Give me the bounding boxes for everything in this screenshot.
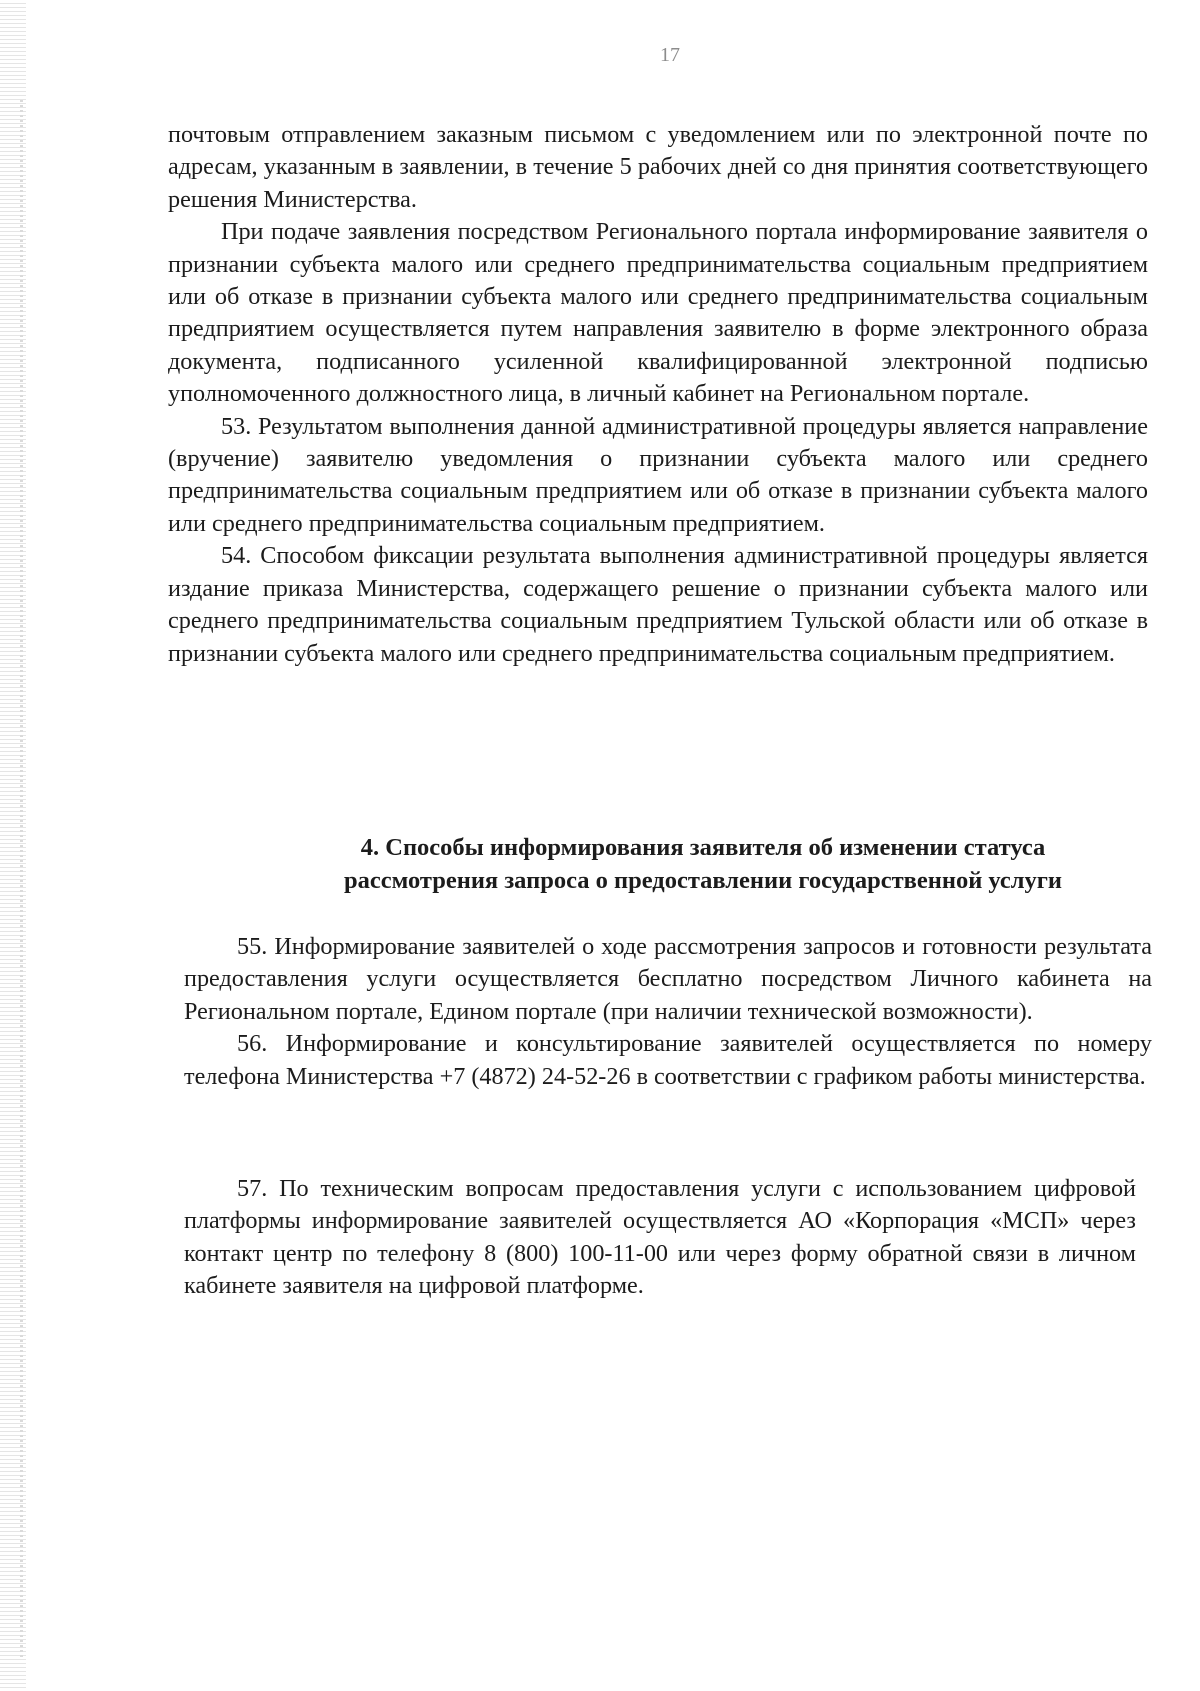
- paragraph-continuation: почтовым отправлением заказным письмом с уведомлением или по электронной почте по адресам, указанным в заявлении, в течение 5 рабочих дней со дня принятия соответствующего решения Министерства.: [168, 121, 1148, 213]
- final-body-text: [184, 1173, 1136, 1303]
- scan-edge-strip: [0, 0, 26, 1691]
- paragraph-54: 54. Способом фиксации результата выполнения административной процедуры является издание приказа Министерства, содержащего решение о признании субъекта малого или среднего предпринимательства социальным предприятием Тульской области или об отказе в признании субъекта малого или среднего предпринимательства социальным предприятием.: [168, 542, 1148, 667]
- paragraph-57: 57. По техническим вопросам предоставления услуги с использованием цифровой платформы информирование заявителей осуществляется АО «Корпорация «МСП» через контакт центр по телефону 8 (800) 100-11-00 или через форму обратной связи в личном кабинете заявителя на цифровой платформе.: [184, 1175, 1136, 1300]
- paragraph-56: 56. Информирование и консультирование заявителей осуществляется по номеру телефона Министерства +7 (4872) 24-52-26 в соответствии с графиком работы министерства.: [184, 1030, 1152, 1090]
- paragraph-53: 53. Результатом выполнения данной административной процедуры является направление (вручение) заявителю уведомления о признании субъекта малого или среднего предпринимательства социальным предприятием или об отказе в признании субъекта малого или среднего предпринимательства социальным предприятием.: [168, 412, 1148, 537]
- page-number: 17: [660, 44, 680, 66]
- section-heading-line-2: рассмотрения запроса о предоставлении государственной услуги: [343, 867, 1063, 894]
- paragraph-55: 55. Информирование заявителей о ходе рассмотрения запросов и готовности результата предоставления услуги осуществляется бесплатно посредством Личного кабинета на Региональном портале, Едином портале (при наличии технической возможности).: [184, 933, 1152, 1025]
- paragraph-regional-portal: При подаче заявления посредством Регионального портала информирование заявителя о признании субъекта малого или среднего предпринимательства социальным предприятием или об отказе в признании субъекта малого или среднего предпринимательства социальным предприятием осуществляется путем направления заявителю в форме электронного образа документа, подписанного усиленной квалифицированной электронной подписью уполномоченного должностного лица, в личный кабинет на Региональном портале.: [168, 218, 1148, 408]
- section-heading-line-1: 4. Способы информирования заявителя об изменении статуса: [360, 834, 1046, 861]
- section-body-text: [184, 931, 1152, 1093]
- section-heading: [168, 831, 1148, 897]
- body-text: [168, 119, 1148, 670]
